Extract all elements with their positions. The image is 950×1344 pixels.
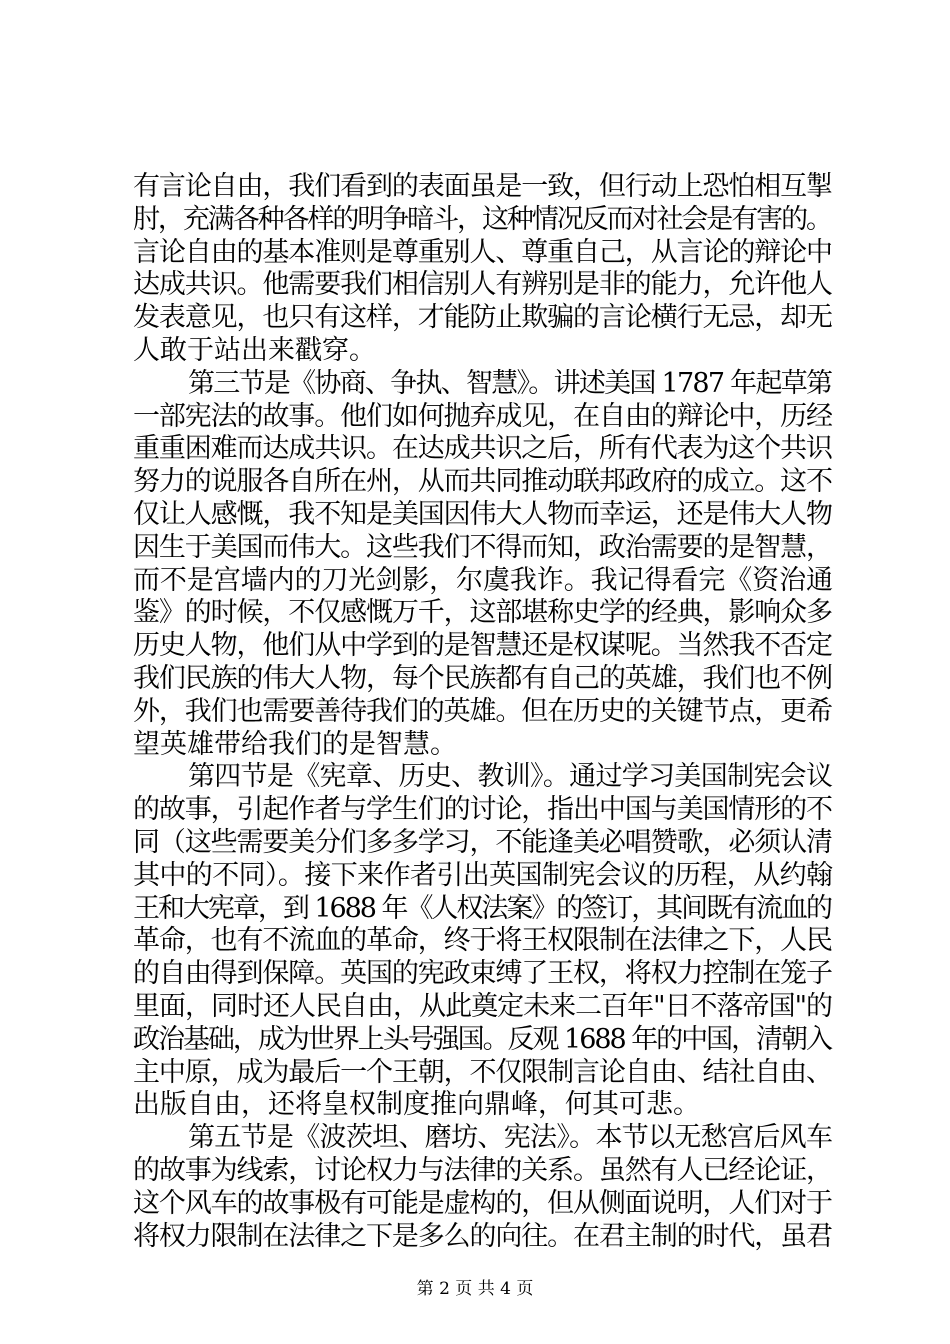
page-footer: 第 2 页 共 4 页 — [416, 1279, 534, 1299]
text-line: 主中原，成为最后一个王朝，不仅限制言论自由、结社自由、 — [133, 1056, 832, 1088]
text-line: 其中的不同）。接下来作者引出英国制宪会议的历程，从约翰 — [133, 859, 833, 891]
text-line: 革命，也有不流血的革命，终于将王权限制在法律之下，人民 — [133, 925, 832, 957]
text-line: 重重困难而达成共识。在达成共识之后，所有代表为这个共识 — [133, 433, 832, 465]
text-line: 人敢于站出来戳穿。 — [133, 334, 376, 366]
text-line: 同（这些需要美分们多多学习，不能逢美必唱赞歌，必须认清 — [133, 826, 832, 858]
text-line: 第三节是《协商、争执、智慧》。讲述美国 1787 年起草第 — [188, 367, 832, 399]
text-line: 望英雄带给我们的是智慧。 — [133, 728, 457, 760]
text-line: 我们民族的伟大人物，每个民族都有自己的英雄，我们也不例 — [133, 662, 832, 694]
text-line: 仅让人感慨，我不知是美国因伟大人物而幸运，还是伟大人物 — [133, 498, 832, 530]
text-line: 王和大宪章，到 1688 年《人权法案》的签订，其间既有流血的 — [133, 892, 831, 924]
text-line: 发表意见，也只有这样，才能防止欺骗的言论横行无忌，却无 — [133, 302, 832, 334]
text-line: 政治基础，成为世界上头号强国。反观 1688 年的中国，清朝入 — [133, 1023, 831, 1055]
text-line: 第四节是《宪章、历史、教训》。通过学习美国制宪会议 — [188, 761, 833, 793]
document-body — [133, 171, 833, 1253]
text-line: 外，我们也需要善待我们的英雄。但在历史的关键节点，更希 — [133, 695, 832, 727]
text-line: 鉴》的时候，不仅感慨万千，这部堪称史学的经典，影响众多 — [133, 597, 832, 629]
paragraph — [133, 761, 833, 1122]
text-line: 里面，同时还人民自由，从此奠定未来二百年"日不落帝国"的 — [133, 990, 832, 1022]
text-line: 而不是宫墙内的刀光剑影，尔虞我诈。我记得看完《资治通 — [133, 564, 833, 596]
text-line: 达成共识。他需要我们相信别人有辨别是非的能力，允许他人 — [133, 269, 832, 301]
text-line: 第五节是《波茨坦、磨坊、宪法》。本节以无愁宫后风车 — [188, 1122, 833, 1154]
text-line: 肘，充满各种各样的明争暗斗，这种情况反而对社会是有害的。 — [133, 203, 831, 235]
text-line: 的自由得到保障。英国的宪政束缚了王权，将权力控制在笼子 — [133, 958, 832, 990]
text-line: 努力的说服各自所在州，从而共同推动联邦政府的成立。这不 — [133, 466, 832, 498]
text-line: 有言论自由，我们看到的表面虽是一致，但行动上恐怕相互掣 — [133, 171, 832, 202]
text-line: 的故事，引起作者与学生们的讨论，指出中国与美国情形的不 — [133, 794, 832, 826]
paragraph — [133, 171, 833, 368]
text-line: 的故事为线索，讨论权力与法律的关系。虽然有人已经论证， — [133, 1154, 832, 1186]
text-line: 一部宪法的故事。他们如何抛弃成见，在自由的辩论中，历经 — [133, 400, 832, 432]
paragraph — [133, 1122, 833, 1253]
text-line: 言论自由的基本准则是尊重别人、尊重自己，从言论的辩论中 — [133, 236, 832, 268]
text-line: 这个风车的故事极有可能是虚构的，但从侧面说明，人们对于 — [133, 1187, 832, 1219]
paragraph — [133, 368, 833, 762]
text-line: 将权力限制在法律之下是多么的向往。在君主制的时代，虽君 — [133, 1220, 832, 1252]
text-line: 历史人物，他们从中学到的是智慧还是权谋呢。当然我不否定 — [133, 630, 832, 662]
text-line: 因生于美国而伟大。这些我们不得而知，政治需要的是智慧， — [133, 531, 832, 563]
text-line: 出版自由，还将皇权制度推向鼎峰，何其可悲。 — [133, 1089, 700, 1121]
